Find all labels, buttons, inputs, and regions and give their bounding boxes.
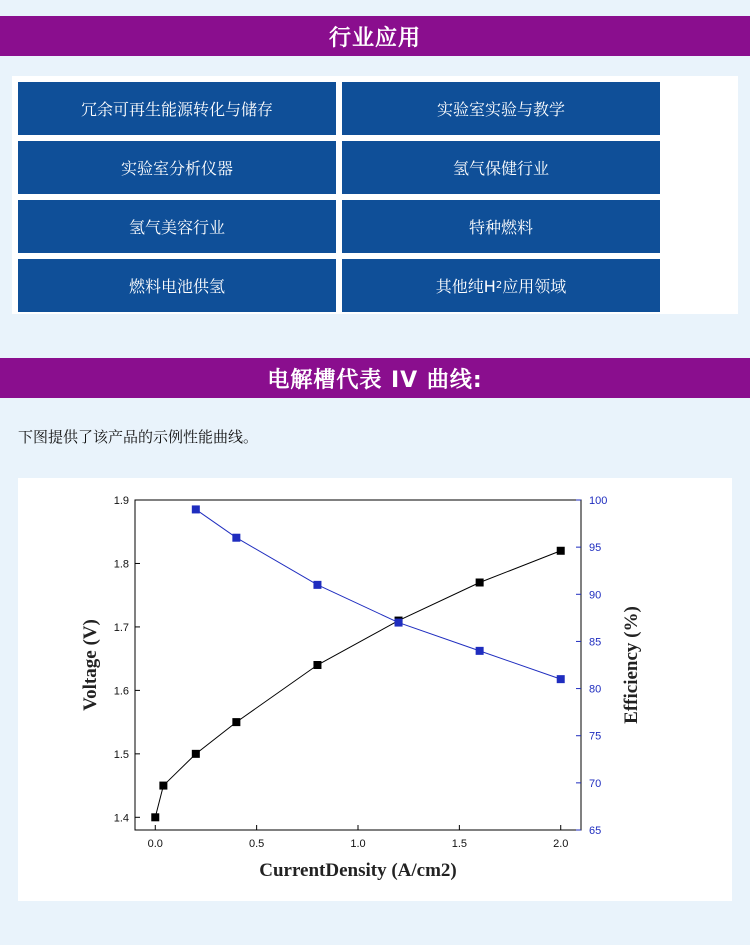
chart-intro-text: 下图提供了该产品的示例性能曲线。 <box>18 428 259 446</box>
iv-chart-card <box>18 478 732 901</box>
y-tick-label: 1.8 <box>113 558 129 571</box>
y2-tick-label: 75 <box>589 730 602 743</box>
y2-tick-label: 100 <box>589 495 608 507</box>
y-axis-title: Voltage (V) <box>80 619 101 711</box>
y-tick-label: 1.5 <box>113 748 129 761</box>
efficiency-point <box>476 647 484 655</box>
voltage-point <box>232 718 240 726</box>
y2-tick-label: 65 <box>589 825 602 837</box>
application-item-other-h2 <box>342 259 660 312</box>
y2-tick-label: 95 <box>589 542 602 555</box>
iv-curve-section-title: 电解槽代表 IV 曲线: <box>267 367 483 393</box>
efficiency-point <box>313 581 321 589</box>
voltage-point <box>159 782 167 790</box>
application-item: 实验室分析仪器 <box>18 141 336 194</box>
y2-tick-label: 70 <box>589 777 602 790</box>
voltage-point <box>151 813 159 821</box>
application-grid <box>12 76 738 314</box>
y-tick-label: 1.9 <box>113 495 129 507</box>
application-item: 燃料电池供氢 <box>18 259 336 312</box>
other-h2-prefix: 其他纯H <box>435 277 496 296</box>
efficiency-point <box>395 619 403 627</box>
y2-tick-label: 90 <box>589 589 602 602</box>
voltage-point <box>313 661 321 669</box>
x-tick-label: 1.5 <box>451 838 468 850</box>
voltage-point <box>557 547 565 555</box>
h2-subscript: 2 <box>495 280 503 291</box>
plot-frame <box>135 500 581 830</box>
other-h2-suffix: 应用领域 <box>502 277 567 296</box>
application-item: 冗余可再生能源转化与储存 <box>18 82 336 135</box>
x-tick-label: 1.0 <box>350 838 366 850</box>
y-tick-label: 1.4 <box>113 812 129 825</box>
industry-section-title: 行业应用 <box>328 25 421 51</box>
iv-curve-section-banner <box>0 358 750 398</box>
industry-section-banner <box>0 16 750 56</box>
x-axis-title: CurrentDensity (A/cm2) <box>259 860 457 881</box>
x-tick-label: 0.0 <box>147 838 163 850</box>
application-item: 氢气保健行业 <box>342 141 660 194</box>
voltage-series-line <box>155 551 560 818</box>
y2-tick-label: 85 <box>589 636 602 649</box>
efficiency-point <box>192 505 200 513</box>
application-item: 氢气美容行业 <box>18 200 336 253</box>
y2-tick-label: 80 <box>589 683 602 696</box>
efficiency-point <box>557 675 565 683</box>
application-item: 实验室实验与教学 <box>342 82 660 135</box>
y-tick-label: 1.6 <box>113 685 129 698</box>
efficiency-point <box>232 534 240 542</box>
voltage-point <box>192 750 200 758</box>
y-tick-label: 1.7 <box>113 621 129 634</box>
x-tick-label: 0.5 <box>248 838 265 850</box>
x-tick-label: 2.0 <box>553 838 569 850</box>
voltage-point <box>476 579 484 587</box>
iv-curve-chart <box>18 478 732 901</box>
application-item: 特种燃料 <box>342 200 660 253</box>
efficiency-series-line <box>196 509 561 679</box>
y2-axis-title: Efficiency (%) <box>621 606 642 724</box>
